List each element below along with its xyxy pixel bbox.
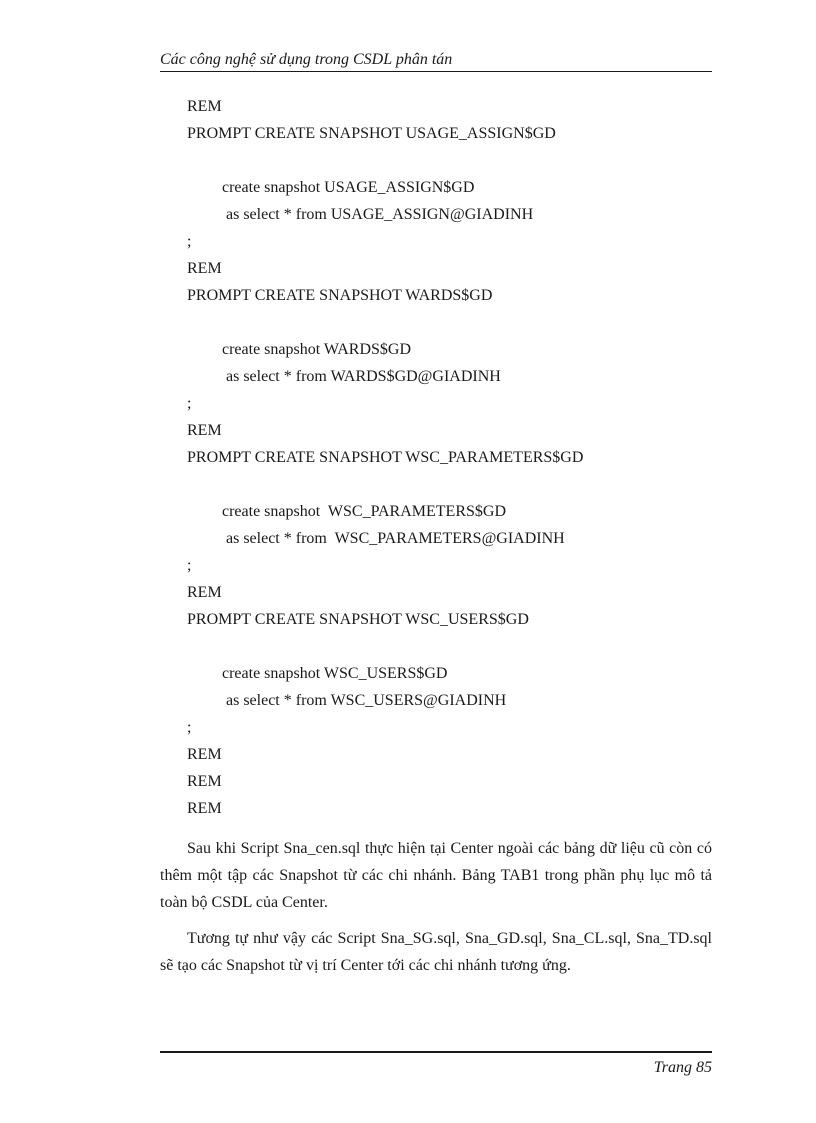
- code-line: ;: [187, 233, 192, 250]
- code-line: [187, 147, 712, 174]
- code-line: create snapshot WARDS$GD: [222, 341, 412, 358]
- code-line: REM: [187, 98, 222, 115]
- code-line: PROMPT CREATE SNAPSHOT USAGE_ASSIGN$GD: [187, 125, 556, 142]
- code-line: [187, 633, 712, 660]
- header-divider: [160, 71, 712, 72]
- sql-script-block: [187, 93, 712, 822]
- code-line: REM: [187, 746, 222, 763]
- code-line: as select * from WARDS$GD@GIADINH: [226, 368, 501, 385]
- code-line: ;: [187, 395, 192, 412]
- code-line: ;: [187, 557, 192, 574]
- code-line: create snapshot USAGE_ASSIGN$GD: [222, 179, 475, 196]
- page-number: Trang 85: [653, 1059, 712, 1076]
- code-line: as select * from WSC_PARAMETERS@GIADINH: [226, 530, 565, 547]
- code-line: PROMPT CREATE SNAPSHOT WSC_PARAMETERS$GD: [187, 449, 584, 466]
- code-line: as select * from WSC_USERS@GIADINH: [226, 692, 507, 709]
- footer-divider: [160, 1051, 712, 1053]
- code-line: as select * from USAGE_ASSIGN@GIADINH: [226, 206, 534, 223]
- code-line: REM: [187, 260, 222, 277]
- code-line: PROMPT CREATE SNAPSHOT WARDS$GD: [187, 287, 493, 304]
- body-paragraph-1: Sau khi Script Sna_cen.sql thực hiện tại Center ngoài các bảng dữ liệu cũ còn có thêm một tập các Snapshot từ các chi nhánh. Bảng TAB1 trong phần phụ lục mô tả toàn bộ CSDL của Center.: [160, 840, 712, 911]
- code-line: ;: [187, 719, 192, 736]
- code-line: create snapshot WSC_PARAMETERS$GD: [222, 503, 506, 520]
- code-line: REM: [187, 584, 222, 601]
- code-line: REM: [187, 800, 222, 817]
- code-line: REM: [187, 422, 222, 439]
- code-line: PROMPT CREATE SNAPSHOT WSC_USERS$GD: [187, 611, 529, 628]
- code-line: REM: [187, 773, 222, 790]
- code-line: [187, 309, 712, 336]
- running-header: Các công nghệ sử dụng trong CSDL phân tán: [160, 51, 453, 68]
- code-line: create snapshot WSC_USERS$GD: [222, 665, 448, 682]
- code-line: [187, 471, 712, 498]
- body-paragraph-2: Tương tự như vậy các Script Sna_SG.sql, Sna_GD.sql, Sna_CL.sql, Sna_TD.sql sẽ tạo các Snapshot từ vị trí Center tới các chi nhánh tương ứng.: [160, 930, 712, 974]
